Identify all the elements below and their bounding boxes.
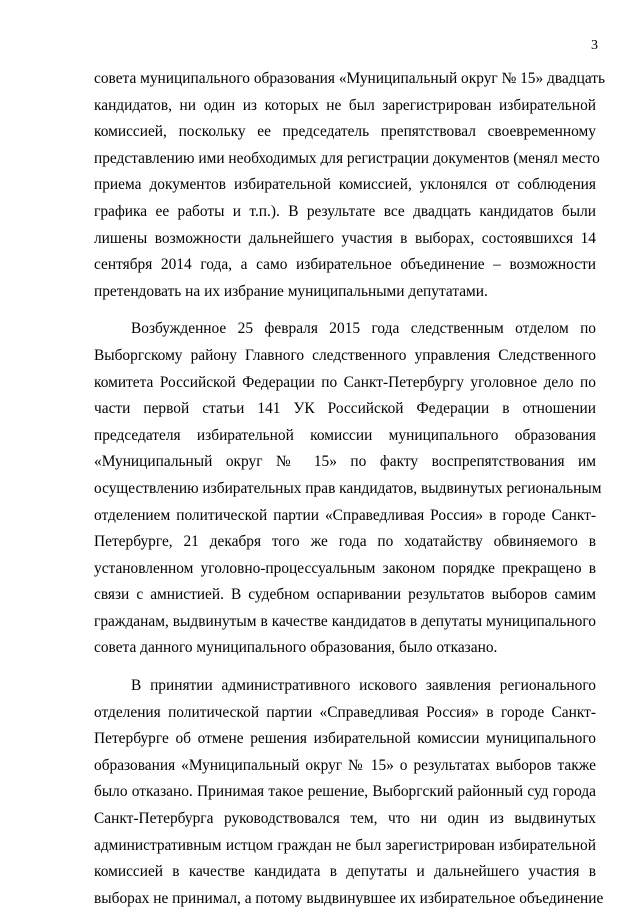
text-line: Петербурге об отмене решения избирательной комиссии муниципального: [94, 730, 596, 748]
text-line: образования «Муниципальный округ № 15» о результатах выборов также: [94, 756, 596, 774]
text-line: Санкт-Петербурга руководствовался тем, что ни один из выдвинутых: [94, 810, 596, 828]
text-line: административным истцом граждан не был зарегистрирован избирательной: [94, 836, 596, 854]
text-line: сентября 2014 года, а само избирательное объединение – возможности: [94, 256, 596, 274]
text-line: было отказано. Принимая такое решение, Выборгский районный суд города: [94, 783, 596, 801]
text-line: комитета Российской Федерации по Санкт-Петербургу уголовное дело по: [94, 373, 596, 391]
text-line: связи с амнистией. В судебном оспаривании результатов выборов самим: [94, 586, 596, 604]
text-line: приема документов избирательной комиссией, уклонялся от соблюдения: [94, 176, 596, 194]
text-line: «Муниципальный округ № 15» по факту воспрепятствования им: [94, 453, 596, 471]
text-line: представлению ими необходимых для регистрации документов (менял место: [94, 149, 600, 167]
page-number: 3: [591, 38, 598, 53]
text-line: Возбужденное 25 февраля 2015 года следственным отделом по: [131, 320, 596, 338]
text-line: части первой статьи 141 УК Российской Федерации в отношении: [94, 400, 596, 418]
text-line: комиссией, поскольку ее председатель препятствовал своевременному: [94, 123, 596, 141]
text-line: выборах не принимал, а потому выдвинувшее их избирательное объединение: [94, 889, 604, 907]
text-line: кандидатов, ни один из которых не был зарегистрирован избирательной: [94, 96, 596, 114]
text-line: председателя избирательной комиссии муниципального образования: [94, 426, 596, 444]
text-line: установленном уголовно-процессуальным законом порядке прекращено в: [94, 559, 596, 577]
text-line: В принятии административного искового заявления регионального: [131, 677, 596, 695]
text-line: отделения политической партии «Справедливая Россия» в городе Санкт-: [94, 703, 596, 721]
text-line: комиссией в качестве кандидата в депутаты и дальнейшего участия в: [94, 863, 596, 881]
text-line: претендовать на их избрание муниципальными депутатами.: [94, 282, 488, 300]
text-line: осуществлению избирательных прав кандидатов, выдвинутых региональным: [94, 479, 602, 497]
text-line: совета муниципального образования «Муниципальный округ № 15» двадцать: [94, 70, 606, 87]
text-line: Петербурге, 21 декабря того же года по ходатайству обвиняемого в: [94, 533, 596, 551]
body-text: [94, 66, 606, 912]
text-line: совета данного муниципального образования, было отказано.: [94, 639, 498, 657]
text-line: Выборгскому району Главного следственного управления Следственного: [94, 346, 596, 364]
text-line: гражданам, выдвинутым в качестве кандидатов в депутаты муниципального: [94, 612, 596, 630]
text-line: графика ее работы и т.п.). В результате все двадцать кандидатов были: [94, 202, 596, 220]
text-line: отделением политической партии «Справедливая Россия» в городе Санкт-: [94, 506, 596, 524]
text-line: лишены возможности дальнейшего участия в выборах, состоявшихся 14: [94, 229, 596, 247]
